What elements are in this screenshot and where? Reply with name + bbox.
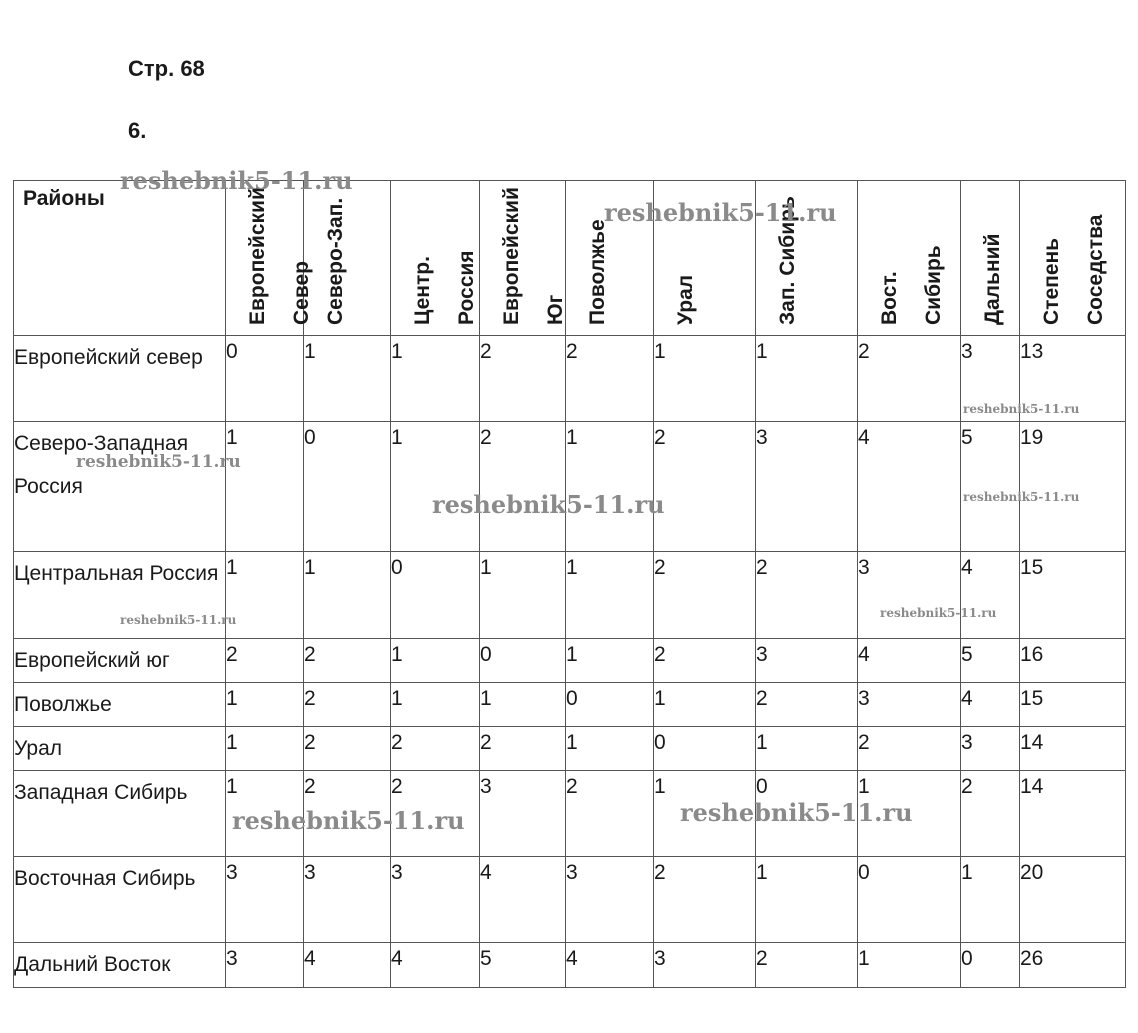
distance-cell: 1 [226,422,304,552]
distance-cell: 4 [961,683,1020,727]
region-name: Дальний Восток [14,943,226,988]
watermark: reshebnik5-11.ru [880,606,997,620]
distance-cell: 2 [304,727,391,771]
distance-cell: 2 [858,336,961,422]
table-row [14,683,1126,727]
distance-cell: 2 [480,422,566,552]
distance-cell: 2 [391,727,480,771]
watermark: reshebnik5-11.ru [120,613,237,627]
distance-cell: 1 [566,727,654,771]
watermark: reshebnik5-11.ru [120,166,353,195]
distance-cell: 2 [654,639,756,683]
neighborhood-degree-cell: 19 [1020,422,1126,552]
column-header: Поволжье [566,181,654,336]
table-row [14,422,1126,552]
table-row [14,727,1126,771]
distance-cell: 5 [480,943,566,988]
watermark: reshebnik5-11.ru [76,452,241,472]
distance-cell: 1 [566,422,654,552]
column-header: Центр. Россия [391,181,480,336]
neighborhood-degree-cell: 15 [1020,683,1126,727]
distance-cell: 1 [654,771,756,857]
table-row [14,857,1126,943]
region-name: Европейский юг [14,639,226,683]
distance-cell: 3 [304,857,391,943]
region-name: Поволжье [14,683,226,727]
distance-cell: 3 [756,422,858,552]
distance-cell: 3 [226,943,304,988]
distance-cell: 4 [858,639,961,683]
table-row [14,552,1126,639]
column-header: Урал [654,181,756,336]
distance-cell: 1 [480,683,566,727]
distance-cell: 0 [858,857,961,943]
region-name: Европейский север [14,336,226,422]
neighborhood-degree-cell: 13 [1020,336,1126,422]
distance-cell: 3 [391,857,480,943]
distance-cell: 2 [226,639,304,683]
distance-cell: 1 [566,639,654,683]
distance-cell: 0 [961,943,1020,988]
distance-cell: 2 [858,727,961,771]
column-header: Европейский Север [226,181,304,336]
distance-cell: 3 [961,727,1020,771]
task-number: 6. [128,118,147,143]
table-row [14,771,1126,857]
distance-cell: 3 [226,857,304,943]
distance-cell: 4 [304,943,391,988]
distance-cell: 2 [566,771,654,857]
distance-cell: 1 [480,552,566,639]
distance-cell: 1 [391,422,480,552]
table-row [14,639,1126,683]
watermark: reshebnik5-11.ru [232,806,465,835]
distance-cell: 3 [566,857,654,943]
watermark: reshebnik5-11.ru [432,490,665,519]
distance-cell: 1 [226,552,304,639]
distance-cell: 4 [961,552,1020,639]
region-name: Центральная Россия [14,552,226,639]
distance-cell: 2 [756,683,858,727]
neighborhood-degree-cell: 16 [1020,639,1126,683]
distance-cell: 3 [756,639,858,683]
neighborhood-degree-cell: 14 [1020,727,1126,771]
distance-cell: 0 [566,683,654,727]
distance-cell: 2 [304,639,391,683]
column-header: Европейский Юг [480,181,566,336]
distance-cell: 1 [858,771,961,857]
neighborhood-degree-cell: 20 [1020,857,1126,943]
distance-cell: 1 [858,943,961,988]
distance-cell: 1 [654,336,756,422]
distance-cell: 2 [391,771,480,857]
column-header: Степень Соседства [1020,181,1126,336]
distance-cell: 4 [566,943,654,988]
watermark: reshebnik5-11.ru [963,490,1080,504]
distance-cell: 3 [654,943,756,988]
column-header: Вост. Сибирь [858,181,961,336]
distance-cell: 2 [304,683,391,727]
corner-header: Районы [14,181,226,336]
distance-cell: 1 [226,727,304,771]
distance-cell: 2 [654,422,756,552]
distance-cell: 1 [756,336,858,422]
distance-cell: 2 [566,336,654,422]
distance-cell: 1 [391,683,480,727]
neighborhood-degree-cell: 14 [1020,771,1126,857]
watermark: reshebnik5-11.ru [604,198,837,227]
neighborhood-degree-cell: 15 [1020,552,1126,639]
distance-cell: 2 [480,336,566,422]
page-reference: Стр. 68 [128,56,205,81]
distance-cell: 1 [304,552,391,639]
column-header: Дальний [961,181,1020,336]
distance-cell: 0 [654,727,756,771]
distance-cell: 2 [654,552,756,639]
neighborhood-degree-cell: 26 [1020,943,1126,988]
distance-cell: 0 [391,552,480,639]
distance-cell: 0 [304,422,391,552]
distance-cell: 2 [304,771,391,857]
distance-cell: 1 [391,639,480,683]
distance-cell: 2 [961,771,1020,857]
region-name: Урал [14,727,226,771]
neighborhood-table [13,180,1126,988]
watermark: reshebnik5-11.ru [680,798,913,827]
distance-cell: 4 [480,857,566,943]
distance-cell: 5 [961,639,1020,683]
header-row [14,181,1126,336]
distance-cell: 0 [480,639,566,683]
distance-cell: 1 [756,857,858,943]
distance-cell: 5 [961,422,1020,552]
region-name: Восточная Сибирь [14,857,226,943]
distance-cell: 0 [226,336,304,422]
distance-cell: 1 [226,771,304,857]
region-name: Западная Сибирь [14,771,226,857]
distance-cell: 1 [304,336,391,422]
column-header: Зап. Сибирь [756,181,858,336]
distance-cell: 3 [961,336,1020,422]
distance-cell: 1 [756,727,858,771]
distance-cell: 4 [858,422,961,552]
distance-cell: 2 [480,727,566,771]
table-row [14,336,1126,422]
watermark: reshebnik5-11.ru [963,402,1080,416]
distance-cell: 2 [654,857,756,943]
table-row [14,943,1126,988]
distance-cell: 4 [391,943,480,988]
distance-cell: 1 [226,683,304,727]
distance-cell: 2 [756,943,858,988]
distance-cell: 2 [756,552,858,639]
column-header: Северо-Зап. [304,181,391,336]
distance-cell: 1 [654,683,756,727]
distance-cell: 3 [480,771,566,857]
distance-cell: 0 [756,771,858,857]
distance-cell: 1 [961,857,1020,943]
region-name: Северо-Западная Россия [14,422,226,552]
distance-cell: 1 [391,336,480,422]
distance-cell: 3 [858,552,961,639]
distance-cell: 1 [566,552,654,639]
distance-cell: 3 [858,683,961,727]
